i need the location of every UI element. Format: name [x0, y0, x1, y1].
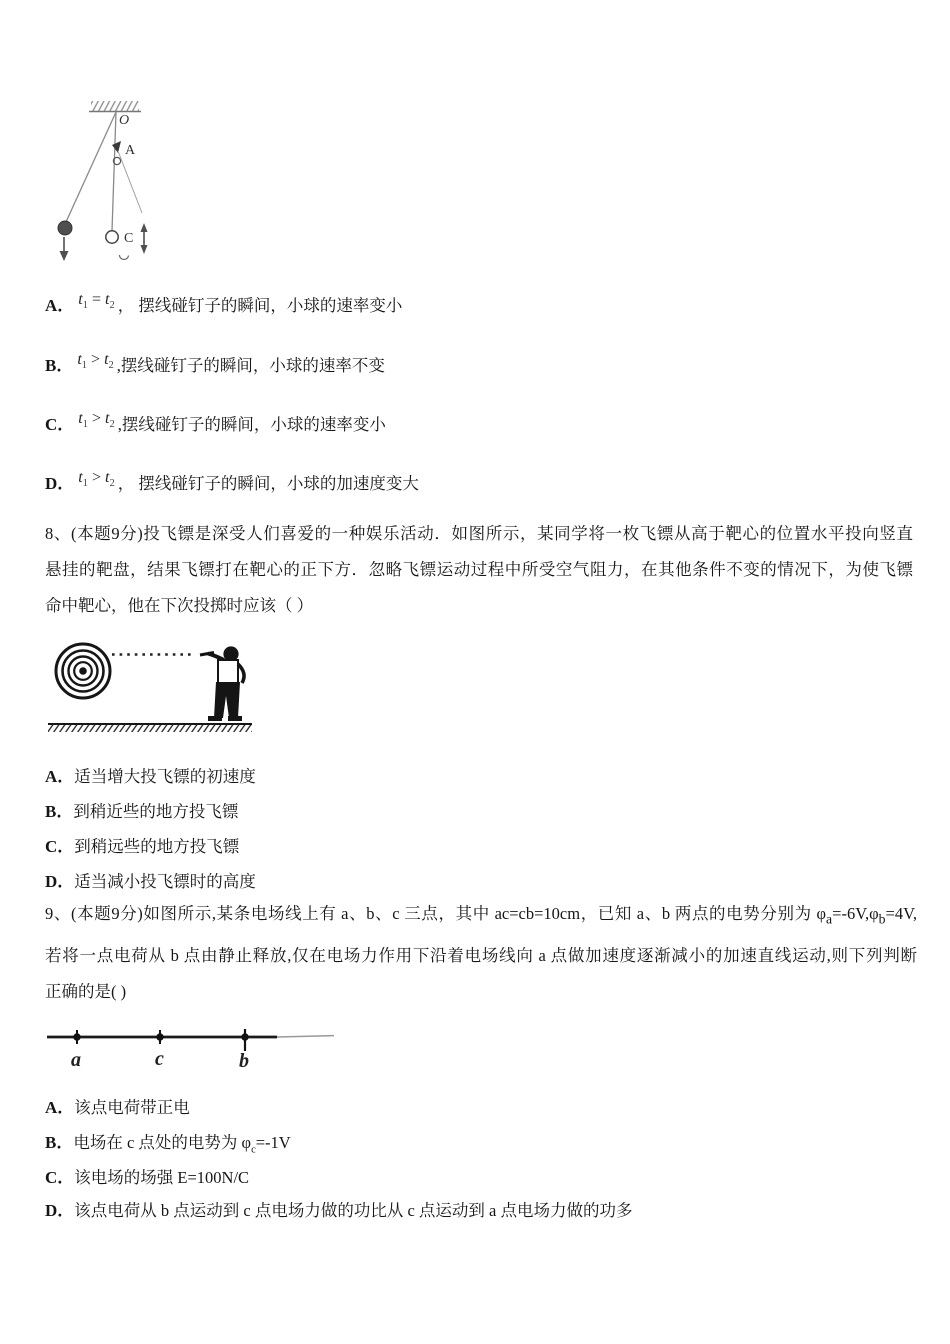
down-arrow-left-head: [60, 251, 69, 261]
point-a-dot: [73, 1033, 80, 1040]
field-line-figure: [45, 1018, 345, 1072]
q7-option-b: [45, 353, 385, 385]
option-text: ,摆线碰钉子的瞬间，小球的速率不变: [116, 356, 385, 375]
dartboard-target: [56, 644, 110, 698]
q8-stem: [45, 516, 913, 624]
updown-arrow-bottom-head: [141, 245, 148, 254]
dart-thrower-person: [200, 646, 244, 721]
q9-stem-line-1: 9、(本题9分)如图所示,某条电场线上有 a、b、c 三点，其中 ac=cb=10cm，已知 a、b 两点的电势分别为 $\varphi_a=-6V,\varphi_b=4V$,: [45, 904, 917, 927]
option-label: D．: [45, 1201, 75, 1220]
field-label-c: c: [155, 1048, 164, 1070]
point-c-dot: [156, 1033, 163, 1040]
option-label: D．: [45, 872, 75, 891]
person-shirt: [218, 660, 238, 683]
option-text: ， 摆线碰钉子的瞬间，小球的加速度变大: [117, 474, 419, 493]
pendulum-label-c: C: [124, 231, 134, 246]
q7-option-c: [45, 412, 386, 444]
option-label: A．: [45, 296, 75, 315]
ground-hatch: [48, 725, 252, 732]
q9-stem-line-2: 若将一点电荷从 b 点由静止释放,仅在电场力作用下沿着电场线向 a 点做加速度逐渐减小的加速直线运动,则下列判断: [45, 945, 917, 965]
q9-stem: [45, 896, 917, 1011]
option-text: 适当减小投飞镖时的高度: [74, 872, 256, 891]
person-foot-left: [208, 716, 222, 721]
option-label: C．: [45, 837, 75, 856]
target-bullseye: [79, 667, 87, 675]
option-label: B．: [45, 802, 74, 821]
option-text: 该点电荷从 b 点运动到 c 点电场力做的功比从 c 点运动到 a 点电场力做的功多: [74, 1201, 633, 1220]
q9-stem-line-3: 正确的是( ): [45, 982, 127, 1002]
option-text: ， 摆线碰钉子的瞬间，小球的速率变小: [117, 296, 403, 315]
q8-option-d: [45, 869, 256, 894]
option-label: B．: [45, 356, 74, 375]
pendulum-ball-center: [106, 231, 118, 243]
q8-stem-line-2: 悬挂的靶盘，结果飞镖打在靶心的正下方．忽略飞镖运动过程中所受空气阻力，在其他条件不变的情况下，为使飞镖: [45, 560, 913, 579]
pendulum-figure: [55, 95, 185, 270]
dart-figure: [48, 626, 254, 734]
pendulum-string-left: [66, 112, 116, 222]
q8-option-c: [45, 834, 239, 859]
option-text: 电场在 c 点处的电势为 $\varphi_c=-1V$: [73, 1133, 291, 1156]
option-formula: $t_1 = t_2$: [78, 291, 115, 312]
nail: [112, 141, 121, 153]
option-text: 该电场的场强 E=100N/C: [74, 1168, 250, 1187]
pendulum-ball-left: [58, 221, 72, 235]
pendulum-label-a: A: [125, 143, 136, 158]
q8-stem-line-3: 命中靶心，他在下次投掷时应该（ ）: [45, 596, 314, 615]
option-text: 到稍近些的地方投飞镖: [73, 802, 239, 821]
option-label: A．: [45, 767, 75, 786]
option-text: 该点电荷带正电: [74, 1098, 190, 1117]
pendulum-label-o: O: [119, 113, 130, 128]
q9-option-b: [45, 1130, 291, 1162]
q7-option-d: [45, 471, 419, 503]
ceiling-hatch: [91, 101, 139, 111]
pendulum-string-right: [118, 151, 142, 213]
q8-stem-line-1: 8、(本题9分)投飞镖是深受人们喜爱的一种娱乐活动．如图所示，某同学将一枚飞镖从高于靶心的位置水平投向竖直: [45, 524, 913, 543]
option-formula: $t_1 > t_2$: [78, 469, 115, 490]
option-text: 到稍远些的地方投飞镖: [74, 837, 240, 856]
point-b-dot: [241, 1033, 248, 1040]
q7-option-a: [45, 293, 402, 325]
q9-option-d: [45, 1198, 633, 1223]
option-label: B．: [45, 1133, 74, 1152]
option-formula: $t_1 > t_2$: [77, 351, 114, 372]
pendulum-string-center: [112, 112, 116, 231]
option-label: C．: [45, 1168, 75, 1187]
q9-option-c: [45, 1165, 249, 1190]
option-label: A．: [45, 1098, 75, 1117]
option-label: C．: [45, 415, 75, 434]
option-label: D．: [45, 474, 75, 493]
option-text: ,摆线碰钉子的瞬间，小球的速率变小: [117, 415, 386, 434]
option-text: 适当增大投飞镖的初速度: [74, 767, 256, 786]
partial-circle-mark: [119, 255, 128, 259]
q8-option-b: [45, 799, 238, 824]
q8-option-a: [45, 764, 256, 789]
person-foot-right: [228, 716, 242, 721]
field-line-faint-end: [277, 1036, 334, 1037]
field-label-b: b: [239, 1050, 249, 1072]
person-pants: [214, 682, 240, 718]
field-label-a: a: [71, 1049, 81, 1071]
option-formula: $t_1 > t_2$: [78, 410, 115, 431]
q9-option-a: [45, 1095, 190, 1120]
